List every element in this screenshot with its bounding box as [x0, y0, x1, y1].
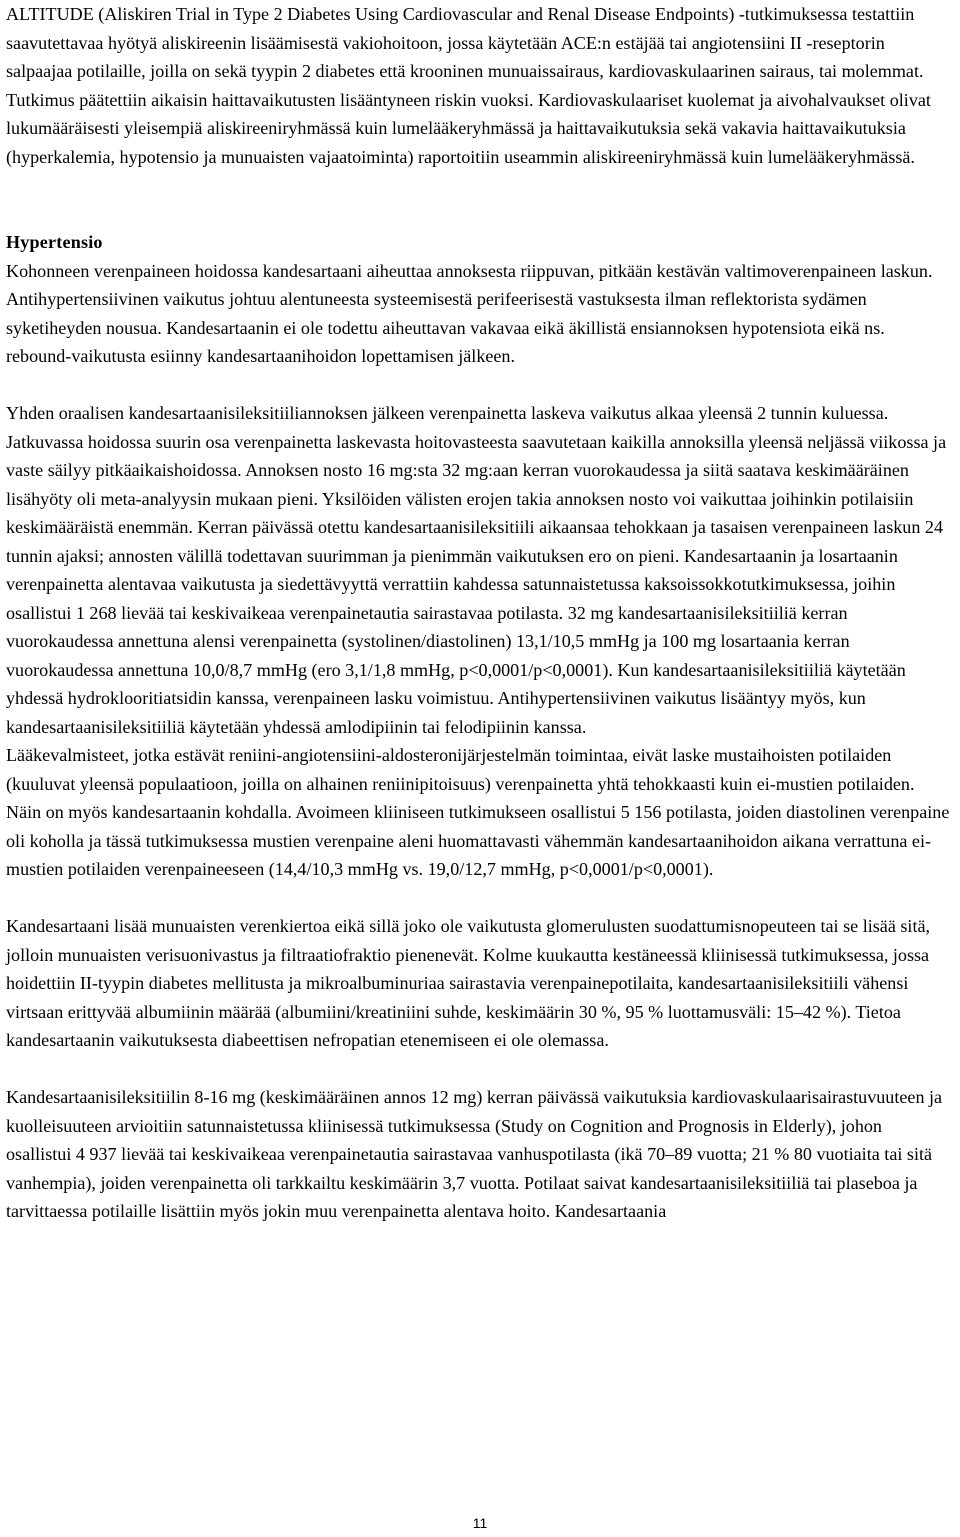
paragraph-scope-study: Kandesartaanisileksitiilin 8-16 mg (keskimääräinen annos 12 mg) kerran päivässä vaikutuksia kardiovaskulaarisairastuvuuteen ja kuolleisuuteen arvioitiin satunnaistetussa kliinisessä tutkimuksessa (Study on Cognition and Prognosis in Elderly), johon osallistui 4 937 lievää tai keskivaikeaa verenpainetautia sairastavaa vanhuspotilasta (ikä 70–89 vuotta; 21 % 80 vuotiaita tai sitä vanhempia), joiden verenpainetta oli tarkkailtu keskimäärin 3,7 vuotta. Potilaat saivat kandesartaanisileksitiiliä tai plaseboa ja tarvittaessa potilaille lisättiin myös jokin muu verenpainetta alentava hoito. Kandesartaania	[6, 1087, 943, 1221]
paragraph-hypertension-1: Kohonneen verenpaineen hoidossa kandesartaani aiheuttaa annoksesta riippuvan, pitkään kestävän valtimoverenpaineen laskun. Antihypertensiivinen vaikutus johtuu alentuneesta systeemisestä perifeerisestä vastuksesta ilman reflektorista sydämen syketiheyden nousua. Kandesartaanin ei ole todettu aiheuttavan vakavaa eikä äkillistä ensiannoksen hypotensiota eikä ns. rebound-vaikutusta esiinny kandesartaanihoidon lopettamisen jälkeen.	[6, 260, 933, 366]
paragraph-spacer	[6, 200, 950, 229]
paragraph-renal: Kandesartaani lisää munuaisten verenkiertoa eikä sillä joko ole vaikutusta glomerulusten suodattumisnopeuteen tai se lisää sitä, jolloin munuaisten verisuonivastus ja filtraatiofraktio pienenevät. Kolme kuukautta kestäneessä kliinisessä tutkimuksessa, jossa hoidettiin II-tyypin diabetes mellitusta ja mikroalbuminuriaa sairastavia verenpainepotilaita, kandesartaanisileksitiili vähensi virtsaan erittyvää albumiinin määrää (albumiini/kreatiniini suhde, keskimäärin 30 %, 95 % luottamusväli: 15–42 %). Tietoa kandesartaanin vaikutuksesta diabeettisen nefropatian etenemiseen ei ole olemassa.	[6, 916, 931, 1050]
paragraph-spacer	[6, 884, 950, 913]
paragraph-hypertension-2: Yhden oraalisen kandesartaanisileksitiiliannoksen jälkeen verenpainetta laskeva vaikutus alkaa yleensä 2 tunnin kuluessa. Jatkuvassa hoidossa suurin osa verenpainetta laskevasta hoitovasteesta saavutetaan kaikilla annoksilla yleensä neljässä viikossa ja vaste säilyy pitkäaikaishoidossa. Annoksen nosto 16 mg:sta 32 mg:aan kerran vuorokaudessa ja siitä saatava keskimääräinen lisähyöty oli meta-analyysin mukaan pieni. Yksilöiden välisten erojen takia annoksen nosto voi vaikuttaa joihinkin potilaisiin keskimääräistä enemmän. Kerran päivässä otettu kandesartaanisileksitiili aikaansaa tehokkaan ja tasaisen verenpaineen laskun 24 tunnin ajaksi; annosten välillä todettavan suurimman ja pienimmän vaikutuksen ero on pieni. Kandesartaanin ja losartaanin verenpainetta alentavaa vaikutusta ja siedettävyyttä verrattiin kahdessa satunnaistetussa kaksoissokkotutkimuksessa, joihin osallistui 1 268 lievää tai keskivaikeaa verenpainetautia sairastavaa potilasta. 32 mg kandesartaanisileksitiiliä kerran vuorokaudessa annettuna alensi verenpainetta (systolinen/diastolinen) 13,1/10,5 mmHg ja 100 mg losartaania kerran vuorokaudessa annettuna 10,0/8,7 mmHg (ero 3,1/1,8 mmHg, p<0,0001/p<0,0001). Kun kandesartaanisileksitiiliä käytetään yhdessä hydroklooritiatsidin kanssa, verenpaineen lasku voimistuu. Antihypertensiivinen vaikutus lisääntyy myös, kun kandesartaanisileksitiiliä käytetään yhdessä amlodipiinin tai felodipiinin kanssa.	[6, 403, 947, 737]
page-number: 11	[472, 1515, 488, 1531]
paragraph-spacer	[6, 1055, 950, 1084]
paragraph-hypertension-3: Lääkevalmisteet, jotka estävät reniini-angiotensiini-aldosteronijärjestelmän toimintaa, eivät laske mustaihoisten potilaiden (kuuluvat yleensä populaatioon, joilla on alhainen reniinipitoisuus) verenpainetta yhtä tehokkaasti kuin ei-mustien potilaiden. Näin on myös kandesartaanin kohdalla. Avoimeen kliiniseen tutkimukseen osallistui 5 156 potilasta, joiden diastolinen verenpaine oli koholla ja tässä tutkimuksessa mustien verenpaine aleni huomattavasti vähemmän kandesartaanihoidon aikana verrattuna ei-mustien potilaiden verenpaineeseen (14,4/10,3 mmHg vs. 19,0/12,7 mmHg, p<0,0001/p<0,0001).	[6, 745, 950, 879]
paragraph-altitude: ALTITUDE (Aliskiren Trial in Type 2 Diabetes Using Cardiovascular and Renal Disease Endpoints) -tutkimuksessa testattiin saavutettavaa hyötyä aliskireenin lisäämisestä vakiohoitoon, jossa käytetään ACE:n estäjää tai angiotensiini II -reseptorin salpaajaa potilaille, joilla on sekä tyypin 2 diabetes että krooninen munuaissairaus, kardiovaskulaarinen sairaus, tai molemmat. Tutkimus päätettiin aikaisin haittavaikutusten lisääntyneen riskin vuoksi. Kardiovaskulaariset kuolemat ja aivohalvaukset olivat lukumääräisesti yleisempiä aliskireeniryhmässä kuin lumelääkeryhmässä ja haittavaikutuksia sekä vakavia haittavaikutuksia (hyperkalemia, hypotensio ja munuaisten vajaatoiminta) raportoitiin useammin aliskireeniryhmässä kuin lumelääkeryhmässä.	[6, 4, 931, 167]
paragraph-spacer	[6, 171, 950, 200]
document-page	[6, 0, 950, 1226]
paragraph-spacer	[6, 371, 950, 400]
section-heading-hypertensio: Hypertensio	[6, 232, 103, 252]
